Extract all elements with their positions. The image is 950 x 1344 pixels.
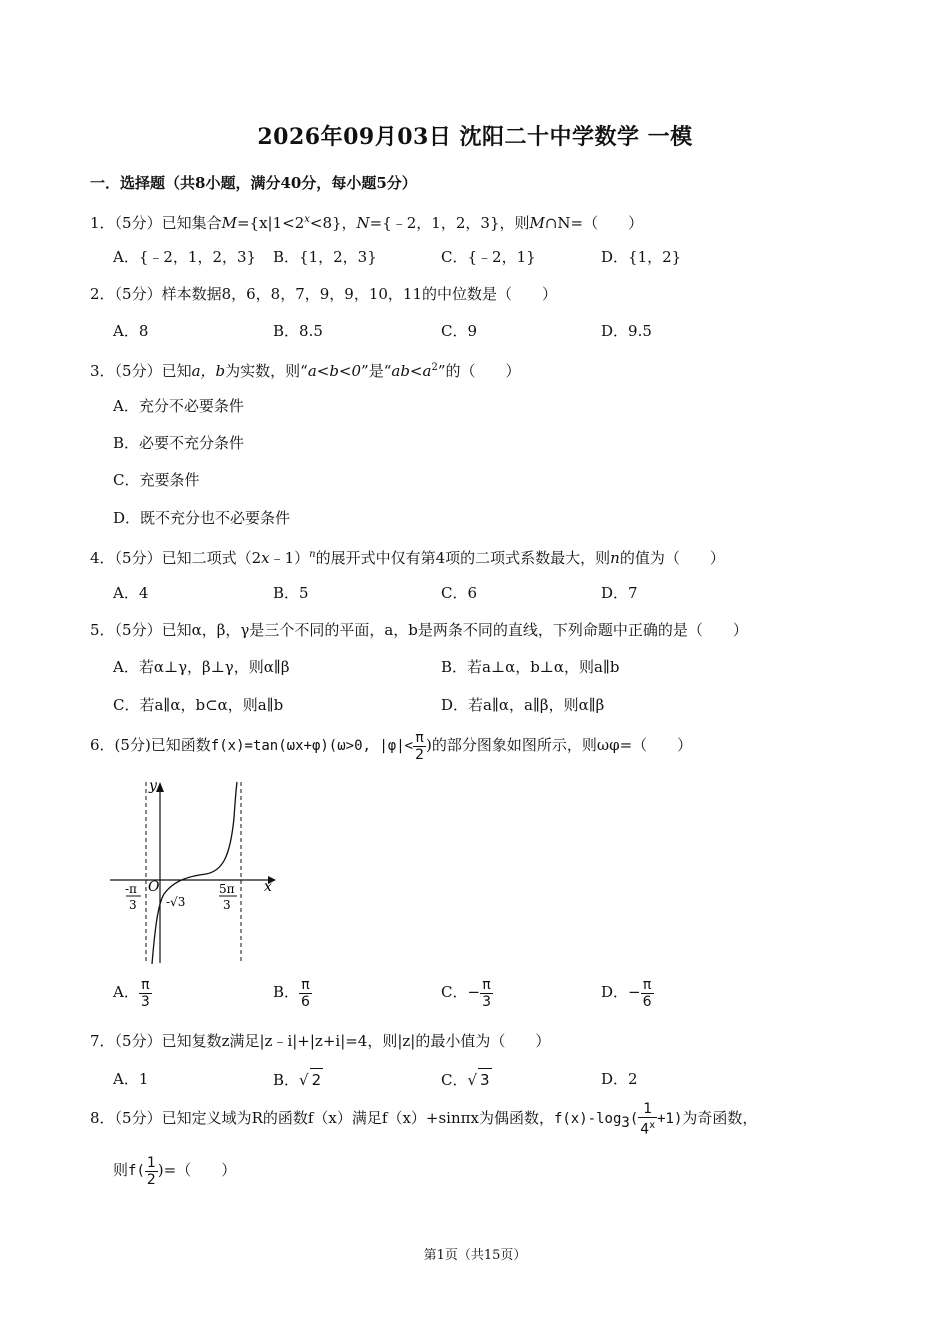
q1-option-b[interactable]: B．{1，2，3} bbox=[273, 248, 377, 266]
q8-f: f( bbox=[128, 1163, 145, 1179]
q3-text-e: ”的（ ） bbox=[437, 362, 521, 380]
q4-text-d: 的值为（ ） bbox=[619, 549, 725, 567]
q7-option-b[interactable] bbox=[273, 1068, 323, 1091]
q7-c-label: C． bbox=[441, 1071, 468, 1089]
sqrt-icon: √ bbox=[467, 1071, 478, 1089]
q3-text-d: ”是“ bbox=[361, 362, 392, 380]
q6-a-frac bbox=[139, 977, 152, 1010]
q1-set-m: M bbox=[221, 214, 237, 232]
q1-set-end: <8}， bbox=[309, 214, 357, 232]
q8-half-den: 2 bbox=[146, 1171, 156, 1188]
question-2: 2．（5分）样本数据8，6，8，7，9，9，10，11的中位数是（ ） bbox=[90, 285, 558, 303]
q2-option-b[interactable]: B．8.5 bbox=[273, 322, 323, 340]
q1-n-def: ={﹣2，1，2，3}，则 bbox=[369, 214, 530, 232]
graph-neg-sqrt3: -√3 bbox=[166, 895, 186, 909]
q6-d-frac bbox=[641, 977, 654, 1010]
sqrt-icon: √ bbox=[299, 1071, 309, 1089]
q8-expr: f(x)-log bbox=[553, 1111, 622, 1127]
q7-option-c[interactable] bbox=[441, 1068, 492, 1091]
q1-cap: ∩N=（ ） bbox=[544, 214, 644, 232]
q6-frac-den: 2 bbox=[415, 746, 425, 763]
q7-c-val: 3 bbox=[478, 1068, 492, 1091]
q1-mn: M bbox=[529, 214, 545, 232]
q6-option-a[interactable] bbox=[113, 975, 152, 1010]
q1-prefix: 1．（5分）已知集合 bbox=[90, 214, 222, 232]
tan-curve bbox=[152, 782, 237, 964]
q6-a-den: 3 bbox=[140, 993, 150, 1010]
q5-option-a[interactable]: A．若α⊥γ，β⊥γ，则α∥β bbox=[113, 658, 290, 676]
question-3 bbox=[90, 357, 521, 382]
q6-c-frac bbox=[480, 977, 493, 1010]
q8-plus: +1) bbox=[657, 1111, 683, 1127]
q6-b-frac bbox=[299, 977, 312, 1010]
q3-cond1: a<b<0 bbox=[307, 362, 362, 380]
q6-c-num: π bbox=[480, 977, 493, 994]
q8-open-paren: ( bbox=[629, 1111, 639, 1127]
q2-option-c[interactable]: C．9 bbox=[441, 322, 478, 340]
q8-frac bbox=[638, 1101, 657, 1138]
q6-option-c[interactable] bbox=[441, 975, 493, 1010]
question-7: 7．（5分）已知复数z满足|z﹣i|+|z+i|=4，则|z|的最小值为（ ） bbox=[90, 1032, 551, 1050]
q6-c-den: 3 bbox=[482, 993, 491, 1010]
q6-d-label: D． bbox=[601, 983, 629, 1001]
q3-option-d[interactable]: D．既不充分也不必要条件 bbox=[113, 509, 291, 527]
q3-option-a[interactable]: A．充分不必要条件 bbox=[113, 397, 244, 415]
q8-half-num: 1 bbox=[146, 1154, 156, 1171]
q4-n-exp: n bbox=[309, 549, 316, 560]
q5-option-c[interactable]: C．若a∥α，b⊂α，则a∥b bbox=[113, 696, 284, 714]
q6-pi-over-2 bbox=[413, 730, 426, 763]
q8-line2 bbox=[113, 1152, 236, 1189]
q4-option-c[interactable]: C．6 bbox=[441, 584, 478, 602]
q3-option-b[interactable]: B．必要不充分条件 bbox=[113, 434, 245, 452]
q8-den-exp: x bbox=[649, 1119, 656, 1131]
q4-option-d[interactable]: D．7 bbox=[601, 584, 638, 602]
q6-d-den: 6 bbox=[642, 993, 652, 1010]
q7-option-a[interactable] bbox=[113, 1068, 148, 1090]
q5-option-b[interactable]: B．若a⊥α，b⊥α，则a∥b bbox=[441, 658, 620, 676]
graph-origin-label: O bbox=[148, 879, 160, 895]
q6-d-sign: − bbox=[628, 983, 641, 1001]
q3-cond2: ab<a bbox=[391, 362, 432, 380]
q4-x: x bbox=[261, 549, 270, 567]
q8-line2-b: )=（ ） bbox=[157, 1161, 237, 1179]
q7-d-val: 2 bbox=[628, 1070, 638, 1088]
question-1 bbox=[90, 209, 643, 234]
question-6 bbox=[90, 728, 692, 763]
q7-option-d[interactable] bbox=[601, 1068, 638, 1090]
q1-set-n: N bbox=[356, 214, 370, 232]
q3-text-c: 为实数，则“ bbox=[225, 362, 308, 380]
q1-set-def: ={x|1<2 bbox=[236, 214, 305, 232]
q6-c-label: C． bbox=[441, 983, 468, 1001]
q8-den-base: 4 bbox=[640, 1121, 650, 1138]
q4-text-c: 的展开式中仅有第4项的二项式系数最大，则 bbox=[315, 549, 611, 567]
q6-b-num: π bbox=[299, 977, 312, 994]
q6-frac-num: π bbox=[413, 730, 426, 747]
q4-text-a: 4．（5分）已知二项式（2 bbox=[90, 549, 262, 567]
q6-c-sign: − bbox=[467, 983, 481, 1001]
q7-a-label: A． bbox=[113, 1070, 139, 1088]
q6-a-label: A． bbox=[113, 983, 139, 1001]
q4-option-b[interactable]: B．5 bbox=[273, 584, 309, 602]
graph-neg-pi3-num: -π bbox=[125, 882, 137, 896]
graph-5pi3-den: 3 bbox=[223, 898, 231, 912]
q7-b-label: B． bbox=[273, 1071, 300, 1089]
q1-option-c[interactable]: C．{﹣2，1} bbox=[441, 248, 536, 266]
page-footer: 第1页（共15页） bbox=[423, 1248, 527, 1263]
q2-option-d[interactable]: D．9.5 bbox=[601, 322, 652, 340]
q6-a-num: π bbox=[139, 977, 152, 994]
q6-option-d[interactable] bbox=[601, 975, 654, 1010]
y-axis-arrow bbox=[156, 782, 164, 792]
q6-function: f(x)=tan(ωx+φ)(ω>0, |φ|< bbox=[210, 738, 414, 754]
q7-d-label: D． bbox=[601, 1070, 629, 1088]
q8-line2-a: 则 bbox=[113, 1161, 129, 1179]
q7-a-val: 1 bbox=[138, 1070, 149, 1088]
q4-option-a[interactable]: A．4 bbox=[113, 584, 149, 602]
q3-vars: a，b bbox=[191, 362, 226, 380]
question-5: 5．（5分）已知α，β，γ是三个不同的平面，a，b是两条不同的直线，下列命题中正确的是（ ） bbox=[90, 621, 748, 639]
graph-5pi3-num: 5π bbox=[219, 882, 235, 896]
q5-option-d[interactable]: D．若a∥α，a∥β，则α∥β bbox=[441, 696, 605, 714]
q2-option-a[interactable]: A．8 bbox=[113, 322, 149, 340]
tangent-graph bbox=[108, 778, 283, 968]
q1-exponent: x bbox=[304, 214, 310, 225]
q6-b-den: 6 bbox=[301, 993, 310, 1010]
q8-half bbox=[145, 1155, 158, 1188]
q1-option-d[interactable]: D．{1，2} bbox=[601, 248, 682, 266]
graph-y-label: y bbox=[149, 778, 157, 794]
q7-b-val: 2 bbox=[310, 1068, 324, 1091]
q3-square: 2 bbox=[431, 362, 438, 373]
q1-option-a[interactable]: A．{﹣2，1，2，3} bbox=[113, 248, 257, 266]
graph-x-label: x bbox=[264, 879, 272, 895]
question-8 bbox=[90, 1098, 757, 1143]
q4-n: n bbox=[610, 549, 620, 567]
q8-log-base: 3 bbox=[621, 1115, 630, 1131]
q3-option-c[interactable]: C．充要条件 bbox=[113, 471, 200, 489]
question-4 bbox=[90, 544, 725, 569]
q8-text-a: 8．（5分）已知定义域为R的函数f（x）满足f（x）+sinπx为偶函数， bbox=[90, 1109, 554, 1127]
page-title: 2026年09月03日 沈阳二十中学数学 一模 bbox=[257, 124, 693, 150]
q6-text-a: 6．(5分)已知函数 bbox=[90, 736, 211, 754]
q8-frac-den bbox=[638, 1118, 657, 1138]
q6-b-label: B． bbox=[273, 983, 300, 1001]
section-heading: 一．选择题（共8小题，满分40分，每小题5分） bbox=[90, 174, 417, 192]
q4-text-b: ﹣1） bbox=[269, 549, 310, 567]
q3-text-a: 3．（5分）已知 bbox=[90, 362, 192, 380]
q6-option-b[interactable] bbox=[273, 975, 312, 1010]
graph-neg-pi3-den: 3 bbox=[129, 898, 137, 912]
q6-d-num: π bbox=[641, 977, 654, 994]
q8-frac-num: 1 bbox=[638, 1101, 657, 1118]
q8-text-b: 为奇函数， bbox=[682, 1109, 758, 1127]
q6-text-b: )的部分图象如图所示，则ωφ=（ ） bbox=[426, 736, 693, 754]
